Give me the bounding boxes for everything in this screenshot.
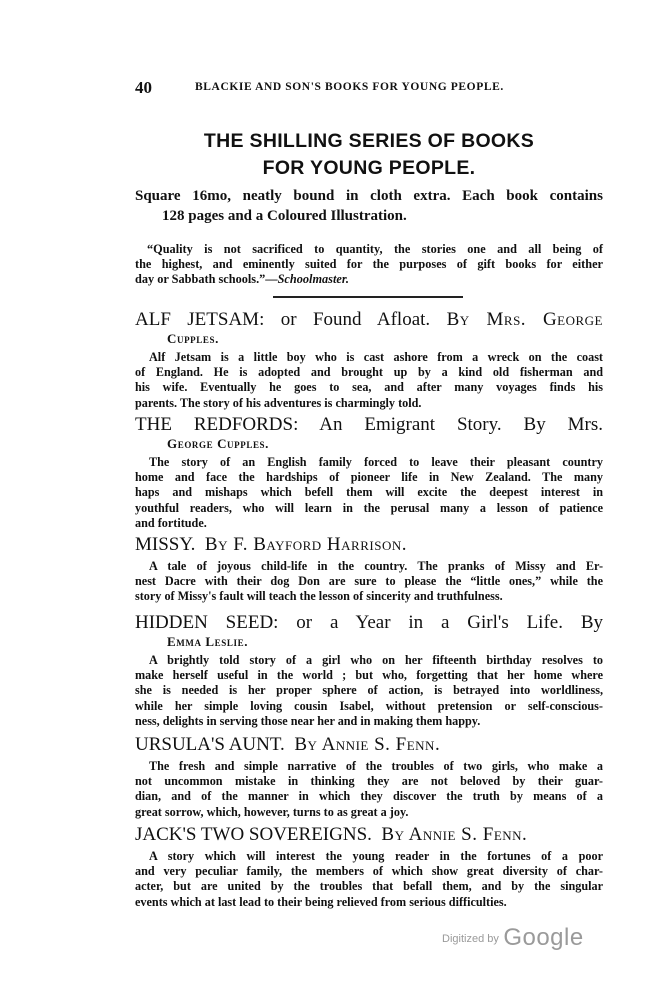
description-line: while her simple loving cousin Isabel, without pretension or self-conscious-: [135, 698, 603, 713]
description-line: nest Dacre with their dog Don are sure to please the “little ones,” while the: [135, 574, 603, 589]
watermark-brand: Google: [503, 924, 584, 951]
book-description: [135, 455, 603, 531]
review-quote: [135, 242, 603, 287]
description-line: Alf Jetsam is a little boy who is cast ashore from a wreck on the coast: [149, 350, 603, 364]
description-line: dian, and of the manner in which they discover the truth by means of a: [135, 789, 603, 804]
book-author: By Annie S. Fenn.: [381, 824, 528, 845]
description-line: A brightly told story of a girl who on her fifteenth birthday resolves to: [149, 653, 603, 667]
book-entry: [135, 734, 603, 820]
book-entry: [135, 824, 603, 910]
series-title: [135, 128, 603, 182]
book-author-continued: Emma Leslie.: [167, 634, 249, 649]
description-line: parents. The story of his adventures is charmingly told.: [135, 395, 422, 410]
description-line: The fresh and simple narrative of the troubles of two girls, who make a: [149, 759, 603, 773]
description-line: she is needed is her proper sphere of action, is betrayed into worldliness,: [135, 683, 603, 698]
book-entry: [135, 414, 603, 531]
book-author-continued: Cupples.: [167, 331, 219, 346]
book-description: [135, 653, 603, 729]
book-entry: [135, 612, 603, 729]
description-line: The story of an English family forced to leave their pleasant country: [149, 455, 603, 469]
description-line: and fortitude.: [135, 515, 207, 530]
book-title: ALF JETSAM: or Found Afloat.: [135, 309, 431, 330]
binding-description: [135, 186, 603, 226]
book-description: [135, 350, 603, 411]
book-entry: [135, 534, 603, 605]
book-title: THE REDFORDS: An Emigrant Story.: [135, 414, 502, 435]
book-heading: [135, 414, 603, 436]
description-line: his wife. Eventually he goes to sea, and after many voyages finds his: [135, 380, 603, 395]
book-title: JACK'S TWO SOVEREIGNS.: [135, 824, 372, 845]
book-title: MISSY.: [135, 534, 196, 555]
binding-line-2: 128 pages and a Coloured Illustration.: [162, 208, 407, 224]
quote-line: the highest, and eminently suited for the purposes of gift books for either: [135, 257, 603, 271]
book-entry: [135, 309, 603, 411]
book-description: [135, 849, 603, 910]
quote-line: “Quality is not sacrificed to quantity, the stories one and all being of: [147, 242, 603, 256]
description-line: A story which will interest the young reader in the fortunes of a poor: [149, 849, 603, 863]
description-line: home and face the hardships of pioneer life in New Zealand. The many: [135, 470, 603, 485]
book-author: By Annie S. Fenn.: [294, 734, 441, 755]
description-line: ness, delights in serving those near her and in making them happy.: [135, 713, 481, 728]
description-line: youthful readers, who will learn in the perusal many a lesson of patience: [135, 500, 603, 515]
series-title-line-2: FOR YOUNG PEOPLE.: [262, 157, 476, 179]
series-title-line-1: THE SHILLING SERIES OF BOOKS: [203, 130, 535, 152]
quote-source: Schoolmaster.: [277, 272, 349, 286]
book-description: [135, 559, 603, 605]
description-line: of England. He is adopted and brought up by a kind old fisherman and: [135, 365, 603, 380]
section-divider: [273, 296, 463, 298]
description-line: acter, but are united by the troubles that befall them, and by the singular: [135, 879, 603, 894]
book-author: By: [580, 612, 604, 633]
watermark-prefix: Digitized by: [442, 933, 499, 945]
book-heading: [135, 534, 603, 556]
book-author: By Mrs.: [523, 414, 603, 435]
binding-line-1: Square 16mo, neatly bound in cloth extra. Each book contains: [135, 188, 603, 204]
description-line: and very peculiar family, the members of which show great diversity of char-: [135, 864, 603, 879]
book-author-continued: George Cupples.: [167, 436, 270, 451]
digitized-by-google-watermark: [442, 924, 584, 952]
quote-line: day or Sabbath schools.”—: [135, 272, 278, 286]
book-heading: [135, 309, 603, 331]
book-title: HIDDEN SEED: or a Year in a Girl's Life.: [135, 612, 563, 633]
book-heading: [135, 824, 603, 846]
description-line: A tale of joyous child-life in the country. The pranks of Missy and Er-: [149, 559, 603, 573]
description-line: make herself useful in the world ; but who, forgetting that her home where: [135, 668, 603, 683]
description-line: not uncommon mistake in thinking they are not beloved by their guar-: [135, 774, 603, 789]
book-title: URSULA'S AUNT.: [135, 734, 285, 755]
description-line: great sorrow, which, however, turns to as great a joy.: [135, 804, 409, 819]
book-author: By Mrs. George: [446, 309, 603, 330]
description-line: events which at last lead to their being relieved from serious difficulties.: [135, 894, 507, 909]
page-number: 40: [135, 78, 152, 97]
description-line: haps and mishaps which befell them will excite the deepest interest in: [135, 485, 603, 500]
description-line: story of Missy's fault will teach the lesson of sincerity and truthfulness.: [135, 589, 503, 604]
book-heading: [135, 612, 603, 634]
book-description: [135, 759, 603, 820]
running-title: BLACKIE AND SON'S BOOKS FOR YOUNG PEOPLE.: [195, 81, 504, 93]
running-head: [135, 78, 603, 98]
book-author: By F. Bayford Harrison.: [204, 534, 407, 555]
book-heading: [135, 734, 603, 756]
